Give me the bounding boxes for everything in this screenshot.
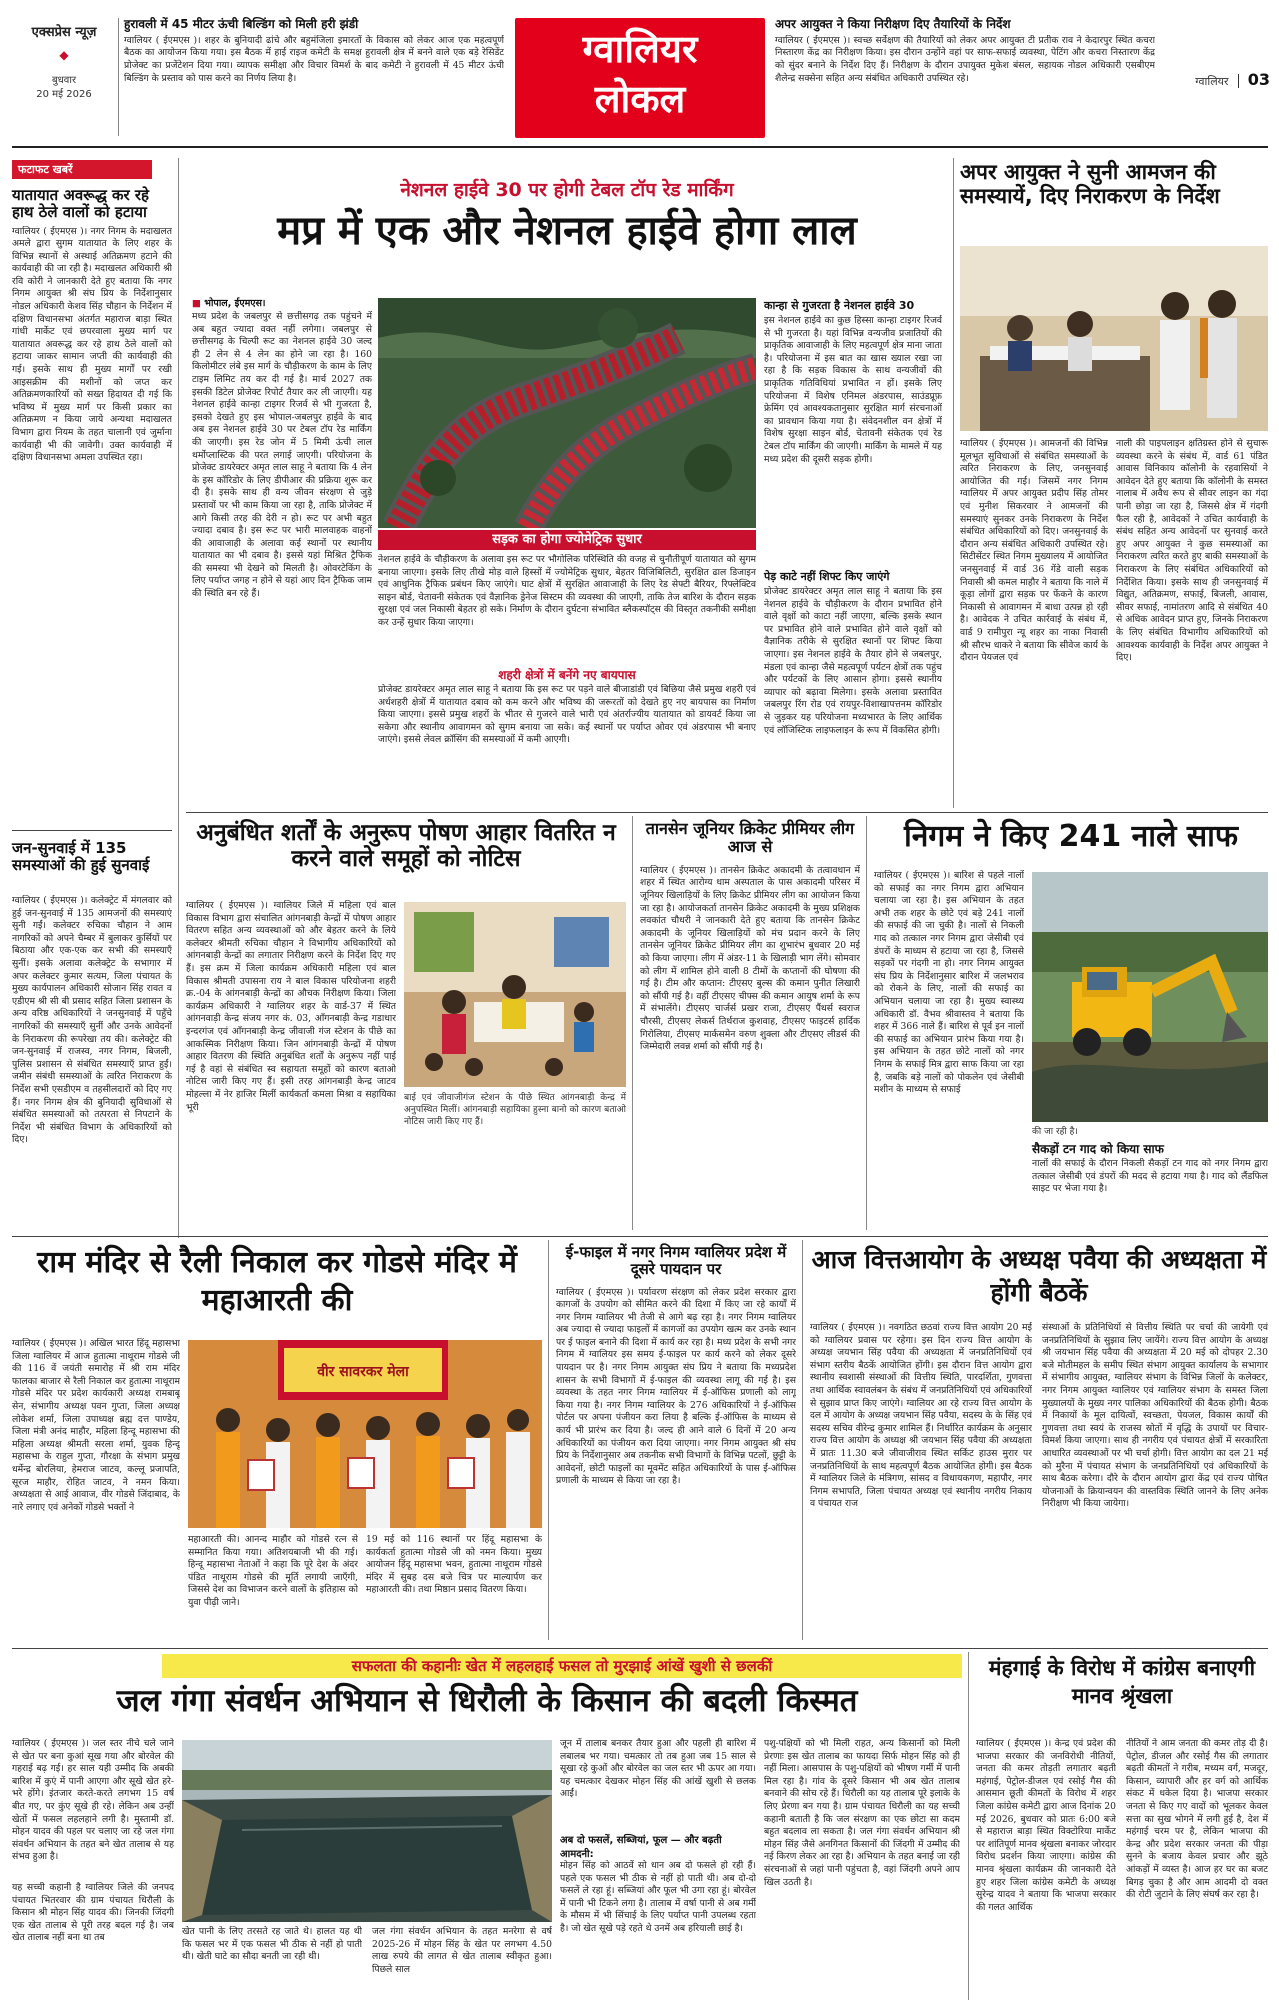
photo-label-box — [378, 530, 756, 550]
top-right-story — [775, 18, 1155, 136]
congress-story — [976, 1654, 1268, 1999]
section-title — [515, 18, 765, 138]
photo-text: नेशनल हाईवे के चौड़ीकरण के अलावा इस रूट पर भौगोलिक परिस्थिति की वजह से चुनौतीपूर्ण यातायात को सुगम बनाया जाएगा। इसके लिए तीखे मोड़ वाले हिस्सों में ज्योमेट्रिक सुधार, बेहतर विजिबिलिटी, सुरक्षित ढाल डिजाइन एवं आधुनिक ट्रैफिक प्रबंधन किए जाएंगे। घाट क्षेत्रों में सुरक्षित आवाजाही के लिए रेड सेफ्टी बैरियर, रिफ्लेक्टिव साइन बोर्ड, चेतावनी संकेतक एवं वैज्ञानिक ड्रेनेज सिस्टम की व्यवस्था की जाएगी, ताकि तेज बारिश के दौरान सड़क सुरक्षा एवं जल निकासी बेहतर हो सके। निर्माण के दौरान दुर्घटना संभावित ब्लैकस्पॉट्स की विस्तृत तकनीकी समीक्षा कर उन्हें सुधार किया जाएगा। — [378, 554, 756, 628]
poshan-story — [186, 820, 626, 1230]
jal-col2 — [560, 1738, 756, 1998]
nigam-tail: की जा रही है। — [1032, 1127, 1078, 1137]
efile-headline: ई-फाइल में नगर निगम ग्वालियर प्रदेश में दूसरे पायदान पर — [565, 1243, 787, 1279]
fatafat-column — [12, 160, 172, 1260]
top-left-headline: हुरावली में 45 मीटर ऊंची बिल्डिंग को मिली हरी झंडी — [124, 17, 359, 31]
lead-story — [186, 158, 948, 808]
jal-caption-right: जल गंगा संवर्धन अभियान के तहत मनरेगा से वर्ष 2025-26 में मोहन सिंह के खेत पर लगभग 4.50 लाख रुपये की लागत से खेत तालाब स्वीकृत हुआ। पिछले साल — [372, 1926, 552, 1975]
nigam-sub-head: सैकड़ों टन गाद को किया साफ — [1032, 1142, 1164, 1156]
jal-col1-text: ग्वालियर ( ईएमएस )। जल स्तर नीचे चले जाने से खेत पर बना कुआं सूख गया और बोरवेल की गहराई बढ़ गई। हर साल यही उम्मीद कि अबकी बारिश में कुएं में पानी आएगा और सूखे खेत हरे-भरे होंगे। इंतजार करते-करते लगभग 15 वर्ष बीत गए, पर कुंए सूखे ही रहे। लेकिन अब उन्हीं खेतों में फसल लहलहाने लगी है। मुस्तामी डॉ. मोहन यादव की पहल पर चलाए जा रहे जल गंगा संवर्धन अभियान के तहत बने खेत तालाब से यह संभव हुआ है। — [12, 1738, 174, 1863]
kanha-box — [764, 298, 942, 808]
top-right-text: ग्वालियर ( ईएमएस )। स्वच्छ सर्वेक्षण की तैयारियों को लेकर अपर आयुक्त टी प्रतीक राव ने केदारपुर स्थित कचरा निस्तारण केंद्र का निरीक्षण किया। इस दौरान उन्होंने वहां पर साफ-सफाई व्यवस्था, पेटिंग और कचरा निस्तारण केंद्र को सुंदर बनाने के निर्देश दिए हैं। निरीक्षण के दौरान उपायुक्त मुकेश बंसल, सहायक नोडल अधिकारी एसबीएम शैलेन्द्र सक्सेना सहित अन्य संबंधित अधिकारी उपस्थित रहे। — [775, 34, 1155, 84]
fatafat-label: फटाफट खबरें — [12, 160, 152, 179]
jal-col1b-text: यह सच्ची कहानी है ग्वालियर जिले की जनपद पंचायत भितरवार की ग्राम पंचायत धिरौली के किसान श्री मोहन सिंह यादव की। जिनकी जिंदगी एक खेत तालाब से पूरी तरह बदल गई है। जब खेत तालाब नहीं बना था तब — [12, 1882, 174, 1944]
fatafat-item2-text: ग्वालियर ( ईएमएस )। कलेक्ट्रेट में मंगलवार को हुई जन-सुनवाई में 135 आमजनों की समस्याएं सुनी गईं। कलेक्टर रुचिका चौहान ने आम नागरिकों को अपने चैम्बर में बुलाकर कुर्सियों पर बिठाया और एक-एक कर सभी की समस्याएँ सुनीं। इसके अलावा कलेक्ट्रेट के सभागार में अपर कलेक्टर कुमार सत्यम, जिला पंचायत के मुख्य कार्यपालन अधिकारी सोजान सिंह रावत व एडीएम श्री सी बी प्रसाद सहित जिला प्रशासन के अन्य वरिष्ठ अधिकारियों ने जनसुनवाई में पहुँचे नागरिकों की समस्याएँ सुनीं और उनके आवेदनों के निराकरण की रूपरेखा तय की। कलेक्ट्रेट की जन-सुनवाई में राजस्व, नगर निगम, बिजली, पुलिस प्रशासन से संबंधित समस्याएँ प्राप्त हुईं। जमीन संबंधी समस्याओं के त्वरित निराकरण के निर्देश सभी एसडीएम व तहसीलदारों को दिए गए हैं। नगर निगम क्षेत्र की बुनियादी सुविधाओं से संबंधित समस्याओं को तत्परता से निपटाने के निर्देश भी संबंधित विभाग के अधिकारियों को दिए। — [12, 895, 172, 1146]
lead-dateline: ■ भोपाल, ईएमएस। — [192, 298, 266, 309]
jal-kicker-box — [162, 1654, 962, 1678]
efile-story — [556, 1244, 796, 1639]
jal-photo — [182, 1740, 552, 1922]
apar-headline: अपर आयुक्त ने सुनी आमजन की समस्यायें, दिए निराकरण के निर्देश — [960, 160, 1220, 209]
issue-date: 20 मई 2026 — [36, 89, 92, 100]
jal-kicker: सफलता की कहानीः खेत में लहलहाई फसल तो मुरझाई आंखें खुशी से छलकीं — [351, 1657, 773, 1675]
apar-col2-text: नाली की पाइपलाइन क्षतिग्रस्त होने से सुचारू व्यवस्था करने के संबंध में, वार्ड 61 पंडित आवास विनिकाय कॉलोनी के रहवासियों ने आवेदन देते हुए बताया कि कॉलोनी के समस्त नालाब में अवैध रूप से सीवर लाइन का गंदा पानी छोड़ा जा रहा है, जिससे क्षेत्र में गंदगी फैल रही है, आवेदकों ने उचित कार्यवाही के संबंध सहित अन्य आवेदनों पर सुनवाई करते हुए अपर आयुक्त ने कुछ समस्याओं का निराकरण त्वरित करते हुए बाकी समस्याओं के निराकरण के लिए संबंधित अधिकारियों को निर्देशित किया। इसके साथ ही जनसुनवाई में विद्युत, अतिक्रमण, सफाई, बिजली, आवास, सीवर सफाई, नामांतरण आदि से संबंधित 40 से अधिक आवेदन प्राप्त हुए, जिनके निराकरण के लिए संबंधित विभागीय अधिकारियों को आवश्यक कार्यवाही के निर्देश अपर आयुक्त ने दिए। — [1116, 438, 1268, 664]
congress-headline: मंहगाई के विरोध में कांग्रेस बनाएगी मानव श्रृंखला — [988, 1656, 1256, 1709]
lead-kicker: नेशनल हाईवे 30 पर होगी टेबल टॉप रेड मार्किंग — [400, 179, 734, 201]
nigam-sub-text: नालों की सफाई के दौरान निकली सैकड़ों टन गाद को नगर निगम द्वारा तत्काल जेसीबी एवं डंपरों की मदद से हटाया गया है। गाद को लैंडफिल साइट पर भेजा गया है। — [1032, 1158, 1268, 1195]
apar-col1-text: ग्वालियर ( ईएमएस )। आमजनों की विभिन्न मूलभूत सुविधाओं से संबंधित समस्याओं के त्वरित निराकरण के लिए, जनसुनवाई आयोजित की गई। जिसमें नगर निगम ग्वालियर में अपर आयुक्त प्रदीप सिंह तोमर एवं मुनीश सिकरवार ने आमजनों की समस्याएं सुनकर उनके निराकरण के निर्देश संबंधित अधिकारियों को दिए। जनसुनवाई के दौरान अन्य संबंधित अधिकारी उपस्थित रहे। सिटीसेंटर स्थित निगम मुख्यालय में आयोजित जनसुनवाई में वार्ड 36 गेंडे वाली सड़क निवासी श्री कमल माहौर ने बताया कि नाले में कूड़ा लोगों द्वारा सड़क पर फेंकने के कारण निकासी से आवागमन में बाधा उत्पन्न हो रही है। आवेदक ने उचित कार्रवाई के संबंध में, वार्ड 9 रामीपुरा न्यू शहर का नाका निवासी श्री सौरभ धाकरे ने बताया कि सीवेज कार्य के दौरान पेयजल एवं — [960, 438, 1108, 664]
section-title-line1: ग्वालियर — [582, 27, 698, 71]
efile-text: ग्वालियर ( ईएमएस )। पर्यावरण संरक्षण को लेकर प्रदेश सरकार द्वारा कागजों के उपयोग को सीमित करने की दिशा में किए जा रहे कार्यों में नगर निगम ग्वालियर भी तेजी से आगे बढ़ रहा है। नगर निगम ग्वालियर अब ज्यादा से ज्यादा फाइलों में कागजों का उपयोग खत्म कर उनके स्थान पर ई फाइल बनाने की दिशा में कार्य कर रहा है। मध्य प्रदेश के सभी नगर निगम में ग्वालियर इस समय ई-फाइल पर कार्य करने को लेकर दूसरे पायदान पर है। नगर निगम आयुक्त संघ प्रिय ने बताया कि मध्यप्रदेश शासन के सभी विभागों में ई-फाइल की व्यवस्था लागू की गई है। इस व्यवस्था के तहत नगर निगम ग्वालियर में ई-ऑफिस प्रणाली को लागू किया गया है। नगर निगम ग्वालियर के 276 अधिकारियों ने ई-ऑफिस पोर्टल पर अपना पंजीयन करा लिया है बल्कि ई-ऑफिस के माध्यम से कार्य भी प्रारंभ कर दिया है। जल्द ही आने वाले 6 दिनों में 20 अन्य अधिकारियों का पंजीयन करा दिया जाएगा। नगर निगम आयुक्त श्री संघ प्रिय के निर्देशानुसार अब तकनीक सभी विभागों के विभिन्न पटलों, छुट्टी के आवेदनों, छोटी फाइलों का मूवमेंट सहित अधिकारियों के पास ई-ऑफिस प्रणाली के माध्यम से किया जा रहा है। — [556, 1286, 796, 1487]
nigam-story — [874, 820, 1268, 1230]
photo-label: सड़क का होगा ज्योमेट्रिक सुधार — [492, 532, 642, 547]
ram-col1-text: ग्वालियर ( ईएमएस )। अखिल भारत हिंदू महासभा जिला ग्वालियर में आज हुतात्मा नाथूराम गोडसे जी की 116 वें जयंती समारोह में श्री राम मंदिर फालका बाजार से रैली निकाल कर हुतात्मा नाथूराम गोडसे मंदिर पर प्रदेश कार्यकारी अध्यक्ष रामबाबू सेन, संभागीय अध्यक्ष पवन गुप्ता, जिला अध्यक्ष लोकेश शर्मा, जिला उपाध्यक्ष ब्रह्म दत्त पाण्डेय, जिला मंत्री अनंद माहौर, महिला हिन्दू महासभा की महिला अध्यक्ष श्रीमती सरला शर्मा, युवक हिन्दू महासभा के राहुल गुप्ता, गौरक्षा के संभाग प्रमुख धर्मेन्द्र बोरलिया, हेमराज जाटव, कल्लू प्रजापति, सूरज माहौर, रोहित जाटव, ने नमन किया। अध्यक्षता से आई आवाज, वीर गोडसे जिंदाबाद, के नारे लगाए एवं अनेकों गोडसे भक्तों ने — [12, 1338, 180, 1513]
poshan-caption: बाई एवं जीवाजीगंज स्टेशन के पीछे स्थित आंगनबाड़ी केन्द्र में अनुपस्थित मिलीं। आंगनबाड़ी सहायिका हुस्ना बानो को कारण बताओ नोटिस जारी किए गए हैं। — [404, 1093, 626, 1127]
highway-photo-svg — [378, 298, 756, 528]
highway-photo — [378, 298, 756, 528]
trees-text: प्रोजेक्ट डायरेक्टर अमृत लाल साहू ने बताया कि इस नेशनल हाईवे के चौड़ीकरण के दौरान प्रभावित होने वाले वृक्षों को काटा नहीं जाएगा, बल्कि इसके स्थान पर प्रभावित होने वाले प्रभावित होने वाले वृक्षों को वैज्ञानिक तरीके से सुरक्षित स्थानों पर शिफ्ट किया जाएगा। इस नेशनल हाईवे के तैयार होने से जबलपुर, मंडला एवं कान्हा जैसे महत्वपूर्ण पर्यटन क्षेत्रों तक पहुंच और पर्यटकों के लिए आसान होगा। इससे स्थानीय व्यापार को बढ़ावा मिलेगा। इसके अलावा प्रस्तावित जबलपुर रिंग रोड एवं रायपुर-विशाखापत्तनम कॉरिडोर से जुड़कर यह परियोजना मध्यभारत के लिए आर्थिक एवं लॉजिस्टिक लाइफलाइन के रूप में विकसित होगी। — [764, 586, 942, 736]
page-folio — [1160, 70, 1270, 90]
apar-story — [960, 160, 1268, 810]
poshan-col1-text: ग्वालियर ( ईएमएस )। ग्वालियर जिले में महिला एवं बाल विकास विभाग द्वारा संचालित आंगनबाड़ी केन्द्रों में पोषण आहार वितरण सहित अन्य व्यवस्थाओं को और बेहतर करने के लिये कलेक्टर श्रीमती रुचिका चौहान ने विभागीय अधिकारियों को आंगनबाड़ी केन्द्रों का लगातार निरीक्षण करने के निर्देश दिए गए हैं। इस क्रम में जिला कार्यक्रम अधिकारी महिला एवं बाल विकास श्रीमती उपासना राय ने बाल विकास परियोजना शहरी क्र.-04 के आंगनबाड़ी केन्द्रों का औचक निरीक्षण किया। जिला कार्यक्रम अधिकारी ने ग्वालियर शहर के वार्ड-37 में स्थित आंगनवाड़ी केन्द्र संजय नगर कं. 03, आँगनबाड़ी केन्द्र गडाधार इन्दरगंज एवं आँगनबाड़ी केन्द्र जीवाजी गंज स्टेशन के पीछे का आकस्मिक निरीक्षण किया। जिन आंगनबाड़ी केन्द्रों में पोषण आहार वितरण की स्थिति अनुबंधित शर्तों के अनुरूप नहीं पाई गई है वहां से संबंधित स्व सहायता समूहों को कारण बताओ नोटिस जारी किए गए हैं। इसी तरह आंगनबाड़ी केन्द्र जाटव मोहल्ला में नेर हाजिर मिलीं कार्यकर्ता कमला मिश्रा व सहायिका भूरी — [186, 900, 396, 1113]
jal-headline: जल गंगा संवर्धन अभियान से धिरौली के किसान की बदली किस्मत — [116, 1683, 858, 1719]
ram-headline: राम मंदिर से रैली निकाल कर गोडसे मंदिर में महाआरती की — [37, 1245, 517, 1318]
vitt-story — [810, 1244, 1268, 1639]
vitt-col1-text: ग्वालियर ( ईएमएस )। नवगठित छठवां राज्य वित्त आयोग 20 मई को ग्वालियर प्रवास पर रहेगा। इस दिन राज्य वित्त आयोग के अध्यक्ष जयभान सिंह पवैया की अध्यक्षता में जनप्रतिनिधियों एवं संभाग स्तरीय बैठकें आयोजित होंगी। इस दौरान वित्त आयोग द्वारा स्थानीय स्वशासी संस्थाओं की वित्तीय स्थिति, पारदर्शिता, गुणवत्ता तथा आर्थिक स्वावलंबन के संबंध में जनप्रतिनिधियों एवं अधिकारियों से सुझाव प्राप्त किए जाएंगे। ग्वालियर आ रहे राज्य वित्त आयोग के दल में आयोग के अध्यक्ष जयभान सिंह पवैया, सदस्य के के सिंह एवं सदस्य सचिव वीरेन्द्र कुमार शामिल हैं। निर्धारित कार्यक्रम के अनुसार राज्य वित्त आयोग के अध्यक्ष श्री जयभान सिंह पवैया की अध्यक्षता में प्रातः 11.30 बजे जीवाजीराव स्थित सर्किट हाउस मुरार पर जनप्रतिनिधियों के साथ महत्वपूर्ण बैठक आयोजित होगी। इस बैठक में ग्वालियर जिले के मंत्रिगण, सांसद व विधायकगण, महापौर, नगर निगम सभापति, जिला पंचायत अध्यक्ष एवं स्थानीय नगरीय निकाय व पंचायत राज — [810, 1322, 1032, 1510]
jal-caption-left: खेत पानी के लिए तरसते रह जाते थे। हालत यह थी कि फसल भर में एक फसल भी ठीक से नहीं हो पाती थी। खेती घाटे का सौदा बनती जा रही थी। — [182, 1926, 362, 1963]
jal-col2-sub: अब दो फसलें, सब्जियां, फूल — और बढ़ती आमदनी: — [560, 1835, 722, 1860]
poshan-headline: अनुबंधित शर्तों के अनुरूप पोषण आहार वितरित न करने वाले समूहों को नोटिस — [196, 820, 616, 873]
ram-banner-text: वीर सावरकर मेला — [317, 1364, 409, 1380]
top-left-story — [124, 18, 504, 136]
lead-col1 — [192, 296, 372, 796]
fatafat-item1-headline: यातायात अवरूद्ध कर रहे हाथ ठेले वालों को हटाया — [12, 186, 150, 222]
nigam-photo-svg — [1032, 872, 1268, 1122]
bypass-text: प्रोजेक्ट डायरेक्टर अमृत लाल साहू ने बताया कि इस रूट पर पड़ने वाले बीजाडांडी एवं बिछिया जैसे प्रमुख शहरी एवं अर्धशहरी क्षेत्रों में यातायात दबाव को कम करने और भविष्य की जरूरतों को देखते हुए नए बायपास का निर्माण किया जाएगा। इससे प्रमुख शहरों के भीतर से गुजरने वाले भारी एवं अंतर्राज्यीय यातायात को डायवर्ट किया जा सकेगा और स्थानीय आवागमन को सुगम बनाया जा सके। कई स्थानों पर पर्याप्त ओवर एवं अंडरपास भी बनाए जाएंगे। इससे लेवल क्रॉसिंग की समस्याओं में कमी आएगी। — [378, 684, 756, 746]
ram-col3-text: 19 मई को 116 स्थानों पर हिंदू महासभा के कार्यकर्ता हुतात्मा गोडसे जी को नमन किया। मुख्य आयोजन हिंदू महासभा भवन, हुतात्मा नाथूराम गोडसे मंदिर में सुबह दस बजे चित्र पर माल्यार्पण कर महाआरती की। तथा मिष्ठान प्रसाद वितरण किया। — [366, 1534, 542, 1596]
vitt-col2-text: संस्थाओं के प्रतिनिधियों से वित्तीय स्थिति पर चर्चा की जायेगी एवं जनप्रतिनिधियों के सुझाव लिए जायेंगे। राज्य वित्त आयोग के अध्यक्ष श्री जयभान सिंह पवैया की अध्यक्षता में 20 मई को दोपहर 2.30 बजे मोतीमहल के समीप स्थित संभाग आयुक्त कार्यालय के सभागार में संभागीय आयुक्त, ग्वालियर संभाग के विभिन्न जिलों के कलेक्टर, नगर निगम आयुक्त ग्वालियर एवं ग्वालियर संभाग के समस्त जिला मुख्यालयों के मुख्य नगर पालिका अधिकारियों की बैठक होगी। बैठक में निकायों के मूल दायित्वों, स्वच्छता, पेयजल, विकास कार्यों की गुणवत्ता तथा स्वयं के राजस्व स्रोतों में वृद्धि के उपायों पर विचार-विमर्श किया जाएगा। साथ ही नगरीय एवं पंचायत क्षेत्रों में सरकारिता आधारित व्यवस्थाओं पर भी चर्चा होगी। वित्त आयोग का दल 21 मई को मुरैना में पंचायत संभाग के जनप्रतिनिधियों एवं अधिकारियों के साथ बैठक करेगा। दौरे के दौरान आयोग द्वारा केंद्र एवं राज्य पोषित योजनाओं के क्रियान्वयन की वास्तविक स्थिति जानने के लिए अनेक निरीक्षण भी किया जायेगा। — [1042, 1322, 1268, 1510]
lead-headline: मप्र में एक और नेशनल हाईवे होगा लाल — [277, 207, 857, 254]
jal-story — [12, 1654, 962, 1999]
poshan-photo — [404, 902, 626, 1087]
jal-col3-text: पशु-पक्षियों को भी मिली राहत, अन्य किसानों को मिली प्रेरणाः इस खेत तालाब का फायदा सिर्फ मोहन सिंह को ही नहीं मिला। आसपास के पशु-पक्षियों को भीषण गर्मी में पानी मिल रहा है। गांव के दूसरे किसान भी अब खेत तालाब बनवाने की सोच रहे हैं। धिरौली का यह तालाब पूरे इलाके के लिए प्रेरणा बन गया है। ग्राम पंचायत धिरौली का यह सच्ची कहानी बताती है कि जल संरक्षण का एक छोटा सा कदम बहुत बदलाव ला सकता है। जल गंगा संवर्धन अभियान श्री मोहन सिंह जैसे अनगिनत किसानों की जिंदगी में उम्मीद की नई किरण लेकर आ रहा है। अभियान के तहत बनाई जा रही संरचनाओं से जहां पानी पहुंचता है, वहां जिंदगी अपने आप खिल उठती है। — [764, 1738, 960, 1888]
apar-photo-svg — [960, 246, 1268, 431]
brand-box — [14, 22, 114, 132]
nigam-headline: निगम ने किए 241 नाले साफ — [903, 819, 1239, 854]
jal-col2-text: जून में तालाब बनकर तैयार हुआ और पहली ही बारिश में लबालब भर गया। चमत्कार तो तब हुआ जब 15 साल से सूखा रहे कुओं और बोरवेल का जल स्तर भी ऊपर आ गया। यह चमत्कार देखकर मोहन सिंह की आंखें खुशी से छलक आईं। — [560, 1738, 756, 1800]
bypass-head: शहरी क्षेत्रों में बनेंगे नए बायपास — [498, 668, 636, 682]
ram-caption-text: महाआरती की। आनन्द माहौर को गोडसे रत्न से सम्मानित किया गया। अतिशयबाजी भी की गई। हिन्दू महासभा नेताओं ने कहा कि पूरे देश के अंदर पंडित नाथूराम गोडसे की मूर्ति लगायी जाएँगी, जिससे देश का विभाजन करने वालों के इतिहास को युवा पीढ़ी जाने। — [188, 1534, 358, 1608]
congress-col1-text: ग्वालियर ( ईएमएस )। केन्द्र एवं प्रदेश की भाजपा सरकार की जनविरोधी नीतियों, जनता की कमर तोड़ती लगातार बढ़ती महंगाई, पेट्रोल-डीजल एवं रसोई गैस की आसमान छूती कीमतों के विरोध में शहर जिला कांग्रेस कमेटी द्वारा आज दिनांक 20 मई 2026, बुधवार को प्रातः 6:00 बजे से महाराज बाड़ा स्थित विक्टोरिया मार्केट पर शांतिपूर्ण मानव श्रृंखला बनाकर जोरदार विरोध प्रदर्शन किया जाएगा। कांग्रेस की मानव श्रृंखला कार्यक्रम की जानकारी देते हुए शहर जिला कांग्रेस कमेटी के अध्यक्ष सुरेन्द्र यादव ने बताया कि भाजपा सरकार की गलत आर्थिक — [976, 1738, 1116, 1913]
issue-day: बुधवार — [51, 75, 77, 86]
fatafat-item1-text: ग्वालियर ( ईएमएस )। नगर निगम के मदाखलत अमले द्वारा सुगम यातायात के लिए शहर के विभिन्न स्थानों से अस्थाई अतिक्रमण हटाने की कार्यवाही की जा रही है। मदाखलत अधिकारी श्री रवि कोरी ने जानकारी देते हुए बताया कि नगर निगम आयुक्त श्री संघ प्रिय के निर्देशानुसार नोडल अधिकारी केशव सिंह चौहान के निर्देशन में दक्षिण विधानसभा अंतर्गत महाराज बाड़ा स्थित गांधी मार्केट एवं छपरवाला मुख्य मार्ग पर यातायात अवरूद्ध कर रहे हाथ ठेले वालों को हटाया जाकर सामान जप्ती की कार्यवाही की गई। इसके साथ ही मुख्य मार्गों पर रखी आइसक्रीम की मशीनों को जप्त कर अतिक्रमणकारियों को सख्त हिदायत दी गई कि भविष्य में मुख्य मार्ग पर किसी प्रकार का अतिक्रमण न किया जाये अन्यथा मदाखलत विभाग द्वारा नियम के तहत चालानी एवं जुर्माना कार्यवाही भी की जावेगी। उक्त कार्यवाही में दक्षिण विधानसभा अमला उपस्थित रहा। — [12, 225, 172, 464]
apar-photo — [960, 246, 1268, 431]
poshan-photo-svg — [404, 902, 626, 1087]
fatafat-item2-headline: जन-सुनवाई में 135 समस्याओं की हुई सुनवाई — [12, 839, 150, 875]
section-title-line2: लोकल — [594, 77, 686, 121]
jal-col2-sub-text: मोहन सिंह को आठवें सो धान अब दो फसले हो रही हैं। पहले एक फसल भी ठीक से नहीं हो पाती थी। अब दो-दो फसलें ले रहा हूं। सब्जियां और फूल भी उगा रहा हूं। बोरवेल में पानी भी टिकने लगा है। तालाब में वर्षा पानी से अब गर्मी के मौसम में भी सिंचाई के लिए पर्याप्त पानी उपलब्ध रहता है। जो खेत सूखे पड़े रहते थे उनमें अब हरियाली छाई है। — [560, 1860, 756, 1934]
top-left-text: ग्वालियर ( ईएमएस )। शहर के बुनियादी ढांचे और बहुमंजिला इमारतों के विकास को लेकर आज एक महत्वपूर्ण बैठक का आयोजन किया गया। इस बैठक में हाई राइज कमेटी के समक्ष हुरावली क्षेत्र में बनने वाले एक बड़े रेसिडेंट प्रोजेक्ट का प्रजेंटेशन दिया गया। व्यापक समीक्षा और विचार विमर्श के बाद कमेटी ने हुरावली में 45 मीटर ऊंची बिल्डिंग के प्रस्ताव को पास करने का निर्णय लिया है। — [124, 34, 504, 84]
congress-col2-text: नीतियों ने आम जनता की कमर तोड़ दी है। पेट्रोल, डीजल और रसोई गैस की लगातार बढ़ती कीमतों ने गरीब, मध्यम वर्ग, मजदूर, किसान, व्यापारी और हर वर्ग को आर्थिक संकट में धकेल दिया है। भाजपा सरकार जनता से किए गए वादों को भूलकर केवल सत्ता का सुख भोगने में लगी हुई है, देश में महंगाई चरम पर है, लेकिन भाजपा की केन्द्र और प्रदेश सरकार जनता की पीड़ा सुनने के बजाय केवल प्रचार और झूठे आंकड़ों में व्यस्त है। आज हर घर का बजट बिगड़ चुका है और आम आदमी दो वक्त की रोटी जुटाने के लिए संघर्ष कर रहा है। — [1126, 1738, 1268, 1901]
vitt-headline: आज वित्तआयोग के अध्यक्ष पवैया की अध्यक्षता में होंगी बैठकें — [811, 1245, 1267, 1307]
jal-photo-svg — [182, 1740, 552, 1922]
page-number: 03 — [1247, 70, 1270, 89]
tansen-story — [640, 820, 860, 1230]
tansen-text: ग्वालियर ( ईएमएस )। तानसेन क्रिकेट अकादमी के तत्वावधान में शहर में स्थित आरोग्य धाम अस्पताल के पास अकादमी परिसर में जूनियर खिलाड़ियों के लिए क्रिकेट प्रीमियर लीग का आयोजन किया जा रहा है। आयोजकर्ता तानसेन क्रिकेट अकादमी के मुख्य प्रशिक्षक लवकांत चौधरी ने जानकारी देते हुए बताया कि तानसेन क्रिकेट अकादमी के जूनियर खिलाड़ियों को मंच प्रदान करने के लिए तानसेन जूनियर क्रिकेट प्रीमियर लीग का शुभारंभ बुधवार 20 मई को किया जाएगा। लीग में अंडर-11 के खिलाड़ी भाग लेंगे। सोमवार को लीग में शामिल होने वाली 8 टीमों के कप्तानों की घोषणा की गई है। टीम और कप्तान: टीएसए बुल्स की कमान पुनीत लिखारी को सौंपी गई है। वहीं टीएसए चीफ्स की कमान आयुष शर्मा के रूप में संभालेंगे। टीएसए चार्जर्स प्रखर राजा, टीएसए पैंथर्स स्वराज चौरसी, टीएसए लेकर्स तिर्थराज कुशवाह, टीएसए फाइटर्स हार्दिक गिरोलिया, टीएसए मार्कसमेन वरुण शुक्ला और टीएसए लीडर्स की जिम्मेदारी लवन्न शर्मा को सौंपी गई है। — [640, 864, 860, 1053]
nigam-text: ग्वालियर ( ईएमएस )। बारिश से पहले नालों को सफाई का नगर निगम द्वारा अभियान चलाया जा रहा है। इस अभियान के तहत अभी तक शहर के छोटे एवं बड़े 241 नालों की सफाई की जा चुकी है। नालों से निकली गाद को तत्काल नगर निगम द्वारा जेसीबी एवं डंपरों के माध्यम से हटाया जा रहा है, जिससे सड़कों पर गंदगी ना हो। नगर निगम आयुक्त संघ प्रिय के निर्देशानुसार बारिश में जलभराव को रोकने के लिए, नालों की सफाई का अभियान चलाया जा रहा है। मुख्य स्वास्थ्य अधिकारी डॉ. वैभव श्रीवास्तव ने बताया कि शहर में 366 नाले हैं। बारिश से पूर्व इन नालों की सफाई का अभियान प्रारंभ किया गया है। इस अभियान के तहत छोटे नालों को नगर निगम के सफाई मित्र द्वारा साफ किया जा रहा है, जबकि बड़े नालों को पोकलेन एवं जेसीबी मशीन के माध्यम से सफाई — [874, 870, 1024, 1096]
ram-photo — [188, 1340, 542, 1528]
ram-photo-svg — [188, 1340, 542, 1528]
kanha-text: इस नेशनल हाईवे का कुछ हिस्सा कान्हा टाइगर रिजर्व से भी गुजरता है। यहां विभिन्न वन्यजीव प्रजातियों की प्राकृतिक आवाजाही के लिए महत्वपूर्ण क्षेत्र माना जाता है। परियोजना में इस बात का खास ख्याल रखा जा रहा है कि सड़क विकास के साथ वन्यजीवों की प्राकृतिक गतिविधियां प्रभावित न हों। इसके लिए परियोजना में विशेष एनिमल अंडरपास, साउंडप्रूफ़ फ्रेमिंग एवं आवश्यकतानुसार सुरक्षित मार्ग संरचनाओं का प्रावधान किया गया है। संवेदनशील वन क्षेत्रों में विशेष सुरक्षा साइन बोर्ड, चेतावनी संकेतक एवं रेड टेबल टॉप मार्किंग की जाएगी। मार्किंग के मामले में यह मध्य प्रदेश की दूसरी सड़क होगी। — [764, 315, 942, 465]
tansen-headline: तानसेन जूनियर क्रिकेट प्रीमियर लीग आज से — [645, 819, 855, 857]
lead-col1-text: मध्य प्रदेश के जबलपुर से छत्तीसगढ़ तक पहुंचने में अब बहुत ज्यादा वक्त नहीं लगेगा। जबलपुर से छत्तीसगढ़ के चिल्पी रूट का नेशनल हाईवे 30 जल्द ही 2 लेन से 4 लेन का होने जा रहा है। 160 किलोमीटर लंबे इस मार्ग के चौड़ीकरण के काम के लिए टाइम लिमिट तय कर दी गई है। मार्च 2027 तक इसकी डिटेल प्रोजेक्ट रिपोर्ट तैयार कर ली जाएगी। यह नेशनल हाईवे कान्हा टाइगर रिजर्व से भी गुजरता है, इसको देखते हुए इस भोपाल-जबलपुर हाईवे के बाद अब इस नेशनल हाईवे 30 पर टेबल टॉप रेड मार्किंग की जाएगी। इस रेड जोन में 5 मिमी ऊंची लाल थर्मोप्लास्टिक की परत लगाई जाएगी। परियोजना के प्रोजेक्ट डायरेक्टर अमृत लाल साहू ने बताया कि 4 लेन के इस कॉरिडोर के लिए डीपीआर की प्रक्रिया शुरू कर दी है। इसके साथ ही वन्य जीवन संरक्षण से जुड़े प्रस्तावों पर भी काम किया जा रहा है, ताकि प्रोजेक्ट में आगे किसी तरह की देरी न हो। रूट पर अभी बहुत ज्यादा दबाव है। इस रूट पर भारी मालवाहक वाहनों की आवाजाही के अलावा कई स्थानों पर स्थानीय यातायात का भी दबाव है। इससे यहां मिश्रित ट्रैफिक की समस्या भी देखने को मिलती है। ओवरटेकिंग के लिए पर्याप्त जगह न होने से यहां आए दिन ट्रैफिक जाम की स्थिति बन रहे हैं। — [192, 311, 372, 600]
kanha-head: कान्हा से गुजरता है नेशनल हाईवे 30 — [764, 299, 915, 312]
folio-city: ग्वालियर — [1195, 75, 1229, 88]
brand-mark-icon: ◆ — [59, 48, 69, 62]
brand-name: एक्सप्रेस न्यूज़ — [31, 25, 97, 40]
ram-story — [12, 1244, 542, 1639]
masthead — [0, 0, 1279, 150]
trees-head: पेड़ काटे नहीं शिफ्ट किए जाएंगे — [764, 570, 890, 583]
top-right-headline: अपर आयुक्त ने किया निरीक्षण दिए तैयारियों के निर्देश — [775, 17, 1011, 31]
nigam-photo — [1032, 872, 1268, 1122]
